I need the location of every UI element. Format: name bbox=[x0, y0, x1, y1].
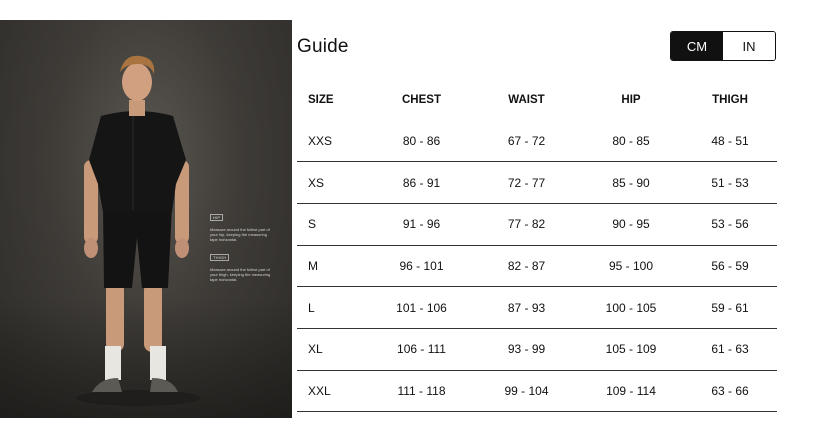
waist-cell: 72 - 77 bbox=[474, 162, 579, 204]
header-thigh: THIGH bbox=[712, 94, 748, 106]
chest-cell: 86 - 91 bbox=[369, 162, 474, 204]
size-cell: L bbox=[297, 287, 369, 329]
chest-cell: 96 - 101 bbox=[369, 245, 474, 287]
unit-cm-button[interactable]: CM bbox=[671, 32, 723, 60]
table-row bbox=[297, 370, 777, 412]
waist-cell: 99 - 104 bbox=[474, 370, 579, 412]
table-row bbox=[297, 328, 777, 370]
chest-cell: 106 - 111 bbox=[369, 328, 474, 370]
table-row bbox=[297, 162, 777, 204]
thigh-cell: 51 - 53 bbox=[683, 162, 777, 204]
header-hip: HIP bbox=[621, 94, 641, 106]
table-header-row bbox=[297, 80, 777, 120]
size-cell: XXS bbox=[297, 120, 369, 162]
hip-description: Measure around the fullest part of your hip, keeping the measuring tape horizontal. bbox=[210, 227, 270, 242]
waist-cell: 77 - 82 bbox=[474, 203, 579, 245]
thigh-cell: 48 - 51 bbox=[683, 120, 777, 162]
waist-cell: 67 - 72 bbox=[474, 120, 579, 162]
size-cell: M bbox=[297, 245, 369, 287]
size-cell: S bbox=[297, 203, 369, 245]
hip-cell: 80 - 85 bbox=[579, 120, 683, 162]
hip-cell: 90 - 95 bbox=[579, 203, 683, 245]
table-row bbox=[297, 120, 777, 162]
thigh-tag: THIGH bbox=[210, 254, 229, 261]
chest-cell: 80 - 86 bbox=[369, 120, 474, 162]
header-waist: WAIST bbox=[508, 94, 545, 106]
hip-cell: 95 - 100 bbox=[579, 245, 683, 287]
size-table bbox=[297, 80, 777, 412]
chest-cell: 101 - 106 bbox=[369, 287, 474, 329]
size-cell: XXL bbox=[297, 370, 369, 412]
hip-annotation bbox=[210, 206, 272, 242]
hip-cell: 105 - 109 bbox=[579, 328, 683, 370]
table-row bbox=[297, 287, 777, 329]
table-row bbox=[297, 245, 777, 287]
unit-toggle bbox=[670, 31, 776, 61]
hip-cell: 100 - 105 bbox=[579, 287, 683, 329]
thigh-cell: 61 - 63 bbox=[683, 328, 777, 370]
thigh-annotation bbox=[210, 246, 272, 282]
hip-cell: 85 - 90 bbox=[579, 162, 683, 204]
chest-cell: 111 - 118 bbox=[369, 370, 474, 412]
waist-cell: 87 - 93 bbox=[474, 287, 579, 329]
hip-tag: HIP bbox=[210, 214, 223, 221]
thigh-description: Measure around the fullest part of your thigh, keeping the measuring tape horizontal. bbox=[210, 267, 271, 282]
page-title: Guide bbox=[297, 36, 349, 57]
unit-in-button[interactable]: IN bbox=[723, 32, 775, 60]
thigh-cell: 59 - 61 bbox=[683, 287, 777, 329]
header-chest: CHEST bbox=[402, 94, 441, 106]
thigh-cell: 63 - 66 bbox=[683, 370, 777, 412]
thigh-cell: 53 - 56 bbox=[683, 203, 777, 245]
size-cell: XL bbox=[297, 328, 369, 370]
model-photo bbox=[0, 20, 292, 418]
header-size: SIZE bbox=[308, 94, 334, 106]
table-row bbox=[297, 203, 777, 245]
waist-cell: 93 - 99 bbox=[474, 328, 579, 370]
waist-cell: 82 - 87 bbox=[474, 245, 579, 287]
chest-cell: 91 - 96 bbox=[369, 203, 474, 245]
hip-cell: 109 - 114 bbox=[579, 370, 683, 412]
size-cell: XS bbox=[297, 162, 369, 204]
thigh-cell: 56 - 59 bbox=[683, 245, 777, 287]
